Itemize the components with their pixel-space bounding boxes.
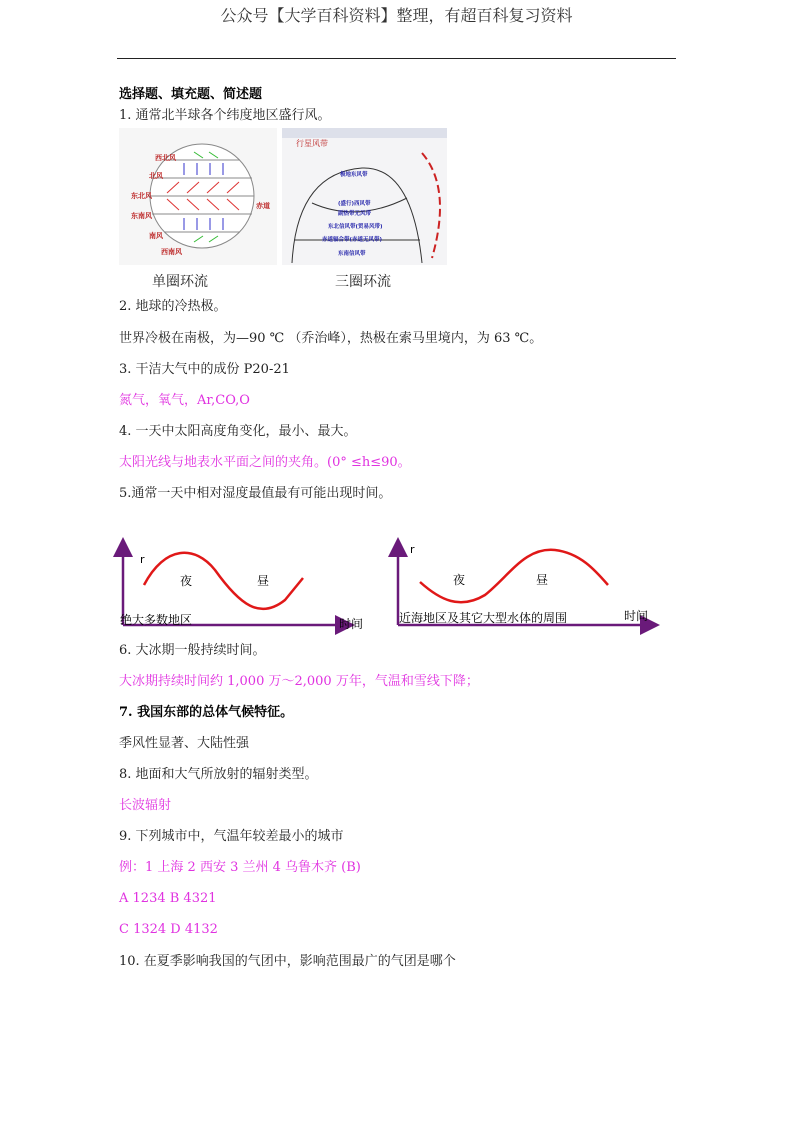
day-label: 昼 <box>536 573 549 587</box>
wind-belt-label: 极地东风带 <box>340 172 368 178</box>
night-label: 夜 <box>180 574 193 588</box>
y-axis-label: r <box>410 543 415 556</box>
answer-9-options-ab: A 1234 B 4321 <box>119 891 217 906</box>
wind-belt-label: 赤道辐合带(赤道无风带) <box>322 237 383 243</box>
page-header: 公众号【大学百科资料】整理，有超百科复习资料 <box>220 6 573 25</box>
answer-3: 氮气，氧气，Ar,CO,O <box>119 393 250 408</box>
y-axis-label: r <box>140 553 145 566</box>
wind-belt-label: 东北信风带(贸易风带) <box>328 224 383 230</box>
x-axis-label: 时间 <box>624 609 649 623</box>
humidity-graph-1 <box>110 535 380 635</box>
graph-caption: 近海地区及其它大型水体的周围 <box>399 611 568 625</box>
answer-9-options-cd: C 1324 D 4132 <box>119 922 218 937</box>
figure-title: 行星风带 <box>296 139 328 148</box>
answer-7: 季风性显著、大陆性强 <box>119 736 250 751</box>
answer-8: 长波辐射 <box>119 798 172 813</box>
night-label: 夜 <box>453 573 466 587</box>
wind-label: 北风 <box>149 172 163 180</box>
header-rule <box>117 58 676 59</box>
answer-9-example: 例：1 上海 2 西安 3 兰州 4 乌鲁木齐 (B) <box>119 860 361 875</box>
section-heading: 选择题、填充题、简述题 <box>119 87 263 102</box>
wind-label: 东北风 <box>131 192 152 200</box>
figure-caption-three: 三圈环流 <box>335 274 391 290</box>
x-axis-label: 时间 <box>339 617 364 631</box>
question-7: 7. 我国东部的总体气候特征。 <box>119 705 294 720</box>
question-8: 8. 地面和大气所放射的辐射类型。 <box>119 767 318 782</box>
humidity-graph-2 <box>380 535 670 635</box>
question-10: 10. 在夏季影响我国的气团中，影响范围最广的气团是哪个 <box>119 954 456 969</box>
wind-belt-label: 东南信风带 <box>338 251 366 257</box>
day-label: 昼 <box>257 574 270 588</box>
wind-label: 东南风 <box>131 212 152 220</box>
question-6: 6. 大冰期一般持续时间。 <box>119 643 266 658</box>
three-cell-circulation-figure <box>282 128 447 265</box>
question-2: 2. 地球的冷热极。 <box>119 299 227 314</box>
answer-2: 世界冷极在南极，为—90 ℃ （乔治峰），热极在索马里境内，为 63 ℃。 <box>119 331 543 346</box>
question-5: 5.通常一天中相对湿度最值最有可能出现时间。 <box>119 486 392 501</box>
graph-caption: 绝大多数地区 <box>120 613 193 627</box>
wind-label: 西北风 <box>155 154 176 162</box>
question-4: 4. 一天中太阳高度角变化，最小、最大。 <box>119 424 357 439</box>
answer-4: 太阳光线与地表水平面之间的夹角。(0° ≤h≤90。 <box>119 455 411 470</box>
wind-belt-label: 副热带无风带 <box>338 211 372 217</box>
question-1: 1. 通常北半球各个纬度地区盛行风。 <box>119 108 331 123</box>
wind-belt-label: (盛行)西风带 <box>338 201 371 207</box>
single-cell-circulation-figure <box>119 128 277 265</box>
question-3: 3. 干洁大气中的成份 P20-21 <box>119 362 290 377</box>
answer-6: 大冰期持续时间约 1,000 万～2,000 万年，气温和雪线下降； <box>119 674 479 689</box>
question-9: 9. 下列城市中，气温年较差最小的城市 <box>119 829 344 844</box>
equator-label: 赤道 <box>256 202 270 210</box>
wind-label: 南风 <box>149 232 163 240</box>
figure-caption-single: 单圈环流 <box>152 274 208 290</box>
wind-label: 西南风 <box>161 248 182 256</box>
